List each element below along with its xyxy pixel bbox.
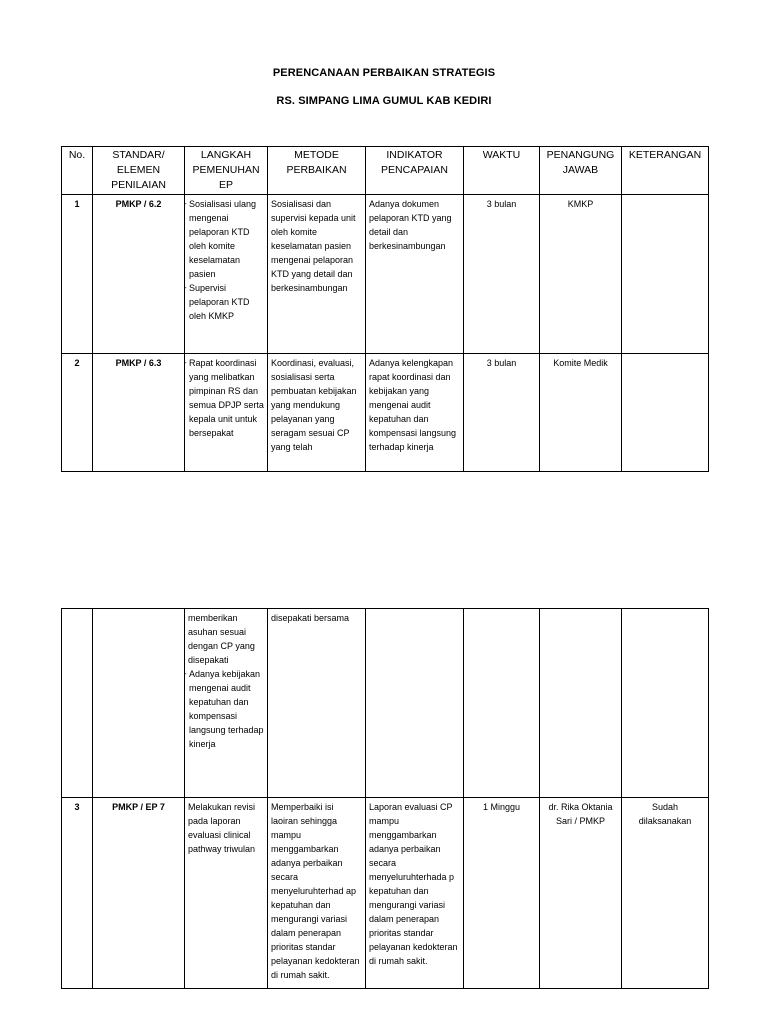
row-indikator: Laporan evaluasi CP mampu menggambarkan adanya perbaikan secara menyeluruhterhada p kepatuhan dan mengurangi variasi dalam penerapan prioritas standar pelayanan kedokteran di rumah sakit. xyxy=(366,798,464,989)
row-langkah xyxy=(185,354,268,472)
row-waktu xyxy=(464,609,540,798)
row-indikator: Adanya kelengkapan rapat koordinasi dan kebijakan yang mengenai audit kepatuhan dan kompensasi langsung terhadap kinerja xyxy=(366,354,464,472)
row-indikator xyxy=(366,609,464,798)
row-indikator: Adanya dokumen pelaporan KTD yang detail dan berkesinambungan xyxy=(366,195,464,354)
header-standar: STANDAR/ ELEMEN PENILAIAN xyxy=(93,147,185,195)
row-penanggung-jawab: KMKP xyxy=(540,195,622,354)
table-row xyxy=(62,798,709,989)
row-keterangan xyxy=(622,195,709,354)
row-no: 3 xyxy=(62,798,93,989)
row-keterangan xyxy=(622,354,709,472)
row-standar: PMKP / 6.3 xyxy=(93,354,185,472)
row-metode: Koordinasi, evaluasi, sosialisasi serta pembuatan kebijakan yang mendukung pelayanan yang seragam sesuai CP yang telah xyxy=(268,354,366,472)
row-penanggung-jawab: Komite Medik xyxy=(540,354,622,472)
table-row xyxy=(62,195,709,354)
row-metode: disepakati bersama xyxy=(268,609,366,798)
row-penanggung-jawab xyxy=(540,609,622,798)
table-row xyxy=(62,609,709,798)
row-keterangan xyxy=(622,609,709,798)
header-no: No. xyxy=(62,147,93,195)
langkah-item: - Supervisi pelaporan KTD oleh KMKP xyxy=(188,281,264,323)
header-metode: METODE PERBAIKAN xyxy=(268,147,366,195)
plan-table-continued xyxy=(61,608,709,989)
header-langkah: LANGKAH PEMENUHAN EP xyxy=(185,147,268,195)
header-penanggung-jawab: PENANGUNG JAWAB xyxy=(540,147,622,195)
langkah-item: - Adanya kebijakan mengenai audit kepatuhan dan kompensasi langsung terhadap kinerja xyxy=(188,667,264,751)
langkah-item: - Sosialisasi ulang mengenai pelaporan KTD oleh komite keselamatan pasien xyxy=(188,197,264,281)
row-standar: PMKP / 6.2 xyxy=(93,195,185,354)
plan-table xyxy=(61,146,709,472)
header-row xyxy=(62,147,709,195)
row-penanggung-jawab: dr. Rika Oktania Sari / PMKP xyxy=(540,798,622,989)
row-metode: Memperbaiki isi laoiran sehingga mampu menggambarkan adanya perbaikan secara menyeluruhterhad ap kepatuhan dan mengurangi variasi dalam penerapan prioritas standar pelayanan kedokteran di rumah sakit. xyxy=(268,798,366,989)
langkah-item: - Rapat koordinasi yang melibatkan pimpinan RS dan semua DPJP serta kepala unit untuk bersepakat xyxy=(188,356,264,440)
header-waktu: WAKTU xyxy=(464,147,540,195)
row-no: 1 xyxy=(62,195,93,354)
row-no: 2 xyxy=(62,354,93,472)
row-langkah: Melakukan revisi pada laporan evaluasi clinical pathway triwulan xyxy=(185,798,268,989)
header-keterangan: KETERANGAN xyxy=(622,147,709,195)
header-indikator: INDIKATOR PENCAPAIAN xyxy=(366,147,464,195)
row-keterangan: Sudah dilaksanakan xyxy=(622,798,709,989)
document-title: PERENCANAAN PERBAIKAN STRATEGIS xyxy=(272,67,496,79)
row-waktu: 3 bulan xyxy=(464,195,540,354)
row-standar: PMKP / EP 7 xyxy=(93,798,185,989)
row-waktu: 3 bulan xyxy=(464,354,540,472)
row-langkah xyxy=(185,609,268,798)
row-no xyxy=(62,609,93,798)
table-row xyxy=(62,354,709,472)
row-langkah xyxy=(185,195,268,354)
document-subtitle: RS. SIMPANG LIMA GUMUL KAB KEDIRI xyxy=(276,95,492,107)
row-waktu: 1 Minggu xyxy=(464,798,540,989)
row-standar xyxy=(93,609,185,798)
row-metode: Sosialisasi dan supervisi kepada unit oleh komite keselamatan pasien mengenai pelaporan KTD yang detail dan berkesinambungan xyxy=(268,195,366,354)
langkah-text: memberikan asuhan sesuai dengan CP yang disepakati xyxy=(188,613,255,665)
